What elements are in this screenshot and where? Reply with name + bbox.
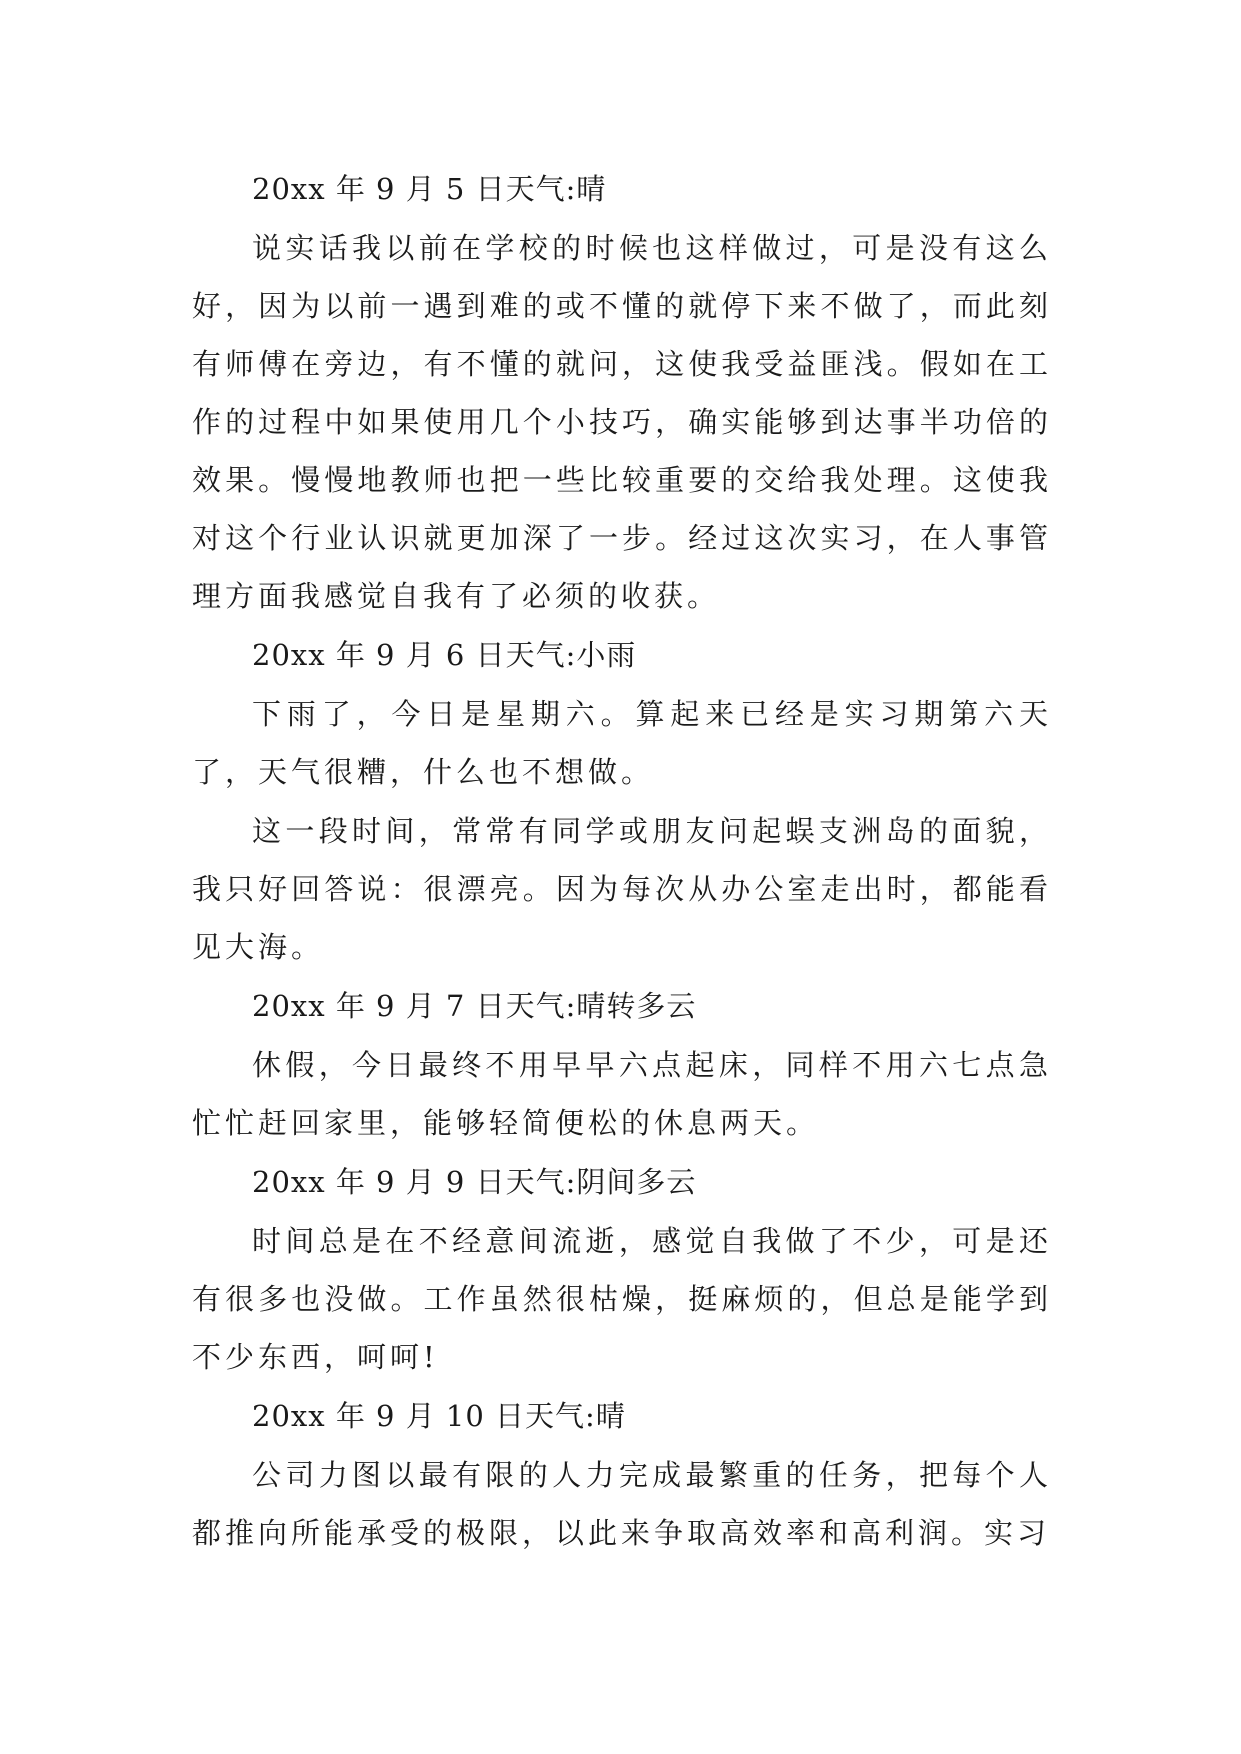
diary-paragraph: 这一段时间，常常有同学或朋友问起蜈支洲岛的面貌，我只好回答说：很漂亮。因为每次从办公室走出时，都能看见大海。 (192, 814, 1052, 964)
diary-paragraph: 休假，今日最终不用早早六点起床，同样不用六七点急忙忙赶回家里，能够轻简便松的休息两天。 (192, 1048, 1052, 1140)
diary-date-heading: 20xx 年 9 月 6 日天气:小雨 (252, 638, 637, 672)
document-body (192, 160, 1052, 1563)
diary-paragraph: 说实话我以前在学校的时候也这样做过，可是没有这么好，因为以前一遇到难的或不懂的就停下来不做了，而此刻有师傅在旁边，有不懂的就问，这使我受益匪浅。假如在工作的过程中如果使用几个小技巧，确实能够到达事半功倍的效果。慢慢地教师也把一些比较重要的交给我处理。这使我对这个行业认识就更加深了一步。经过这次实习，在人事管理方面我感觉自我有了必须的收获。 (192, 231, 1052, 613)
diary-date-heading: 20xx 年 9 月 7 日天气:晴转多云 (252, 989, 697, 1023)
diary-date-heading: 20xx 年 9 月 10 日天气:晴 (252, 1399, 626, 1433)
diary-date-heading: 20xx 年 9 月 9 日天气:阴间多云 (252, 1165, 697, 1199)
diary-paragraph: 时间总是在不经意间流逝，感觉自我做了不少，可是还有很多也没做。工作虽然很枯燥，挺麻烦的，但总是能学到不少东西，呵呵! (192, 1224, 1052, 1374)
diary-date-heading: 20xx 年 9 月 5 日天气:晴 (252, 172, 607, 206)
diary-paragraph: 公司力图以最有限的人力完成最繁重的任务，把每个人都推向所能承受的极限，以此来争取高效率和高利润。实习 (192, 1458, 1052, 1550)
diary-paragraph: 下雨了，今日是星期六。算起来已经是实习期第六天了，天气很糟，什么也不想做。 (192, 697, 1052, 789)
